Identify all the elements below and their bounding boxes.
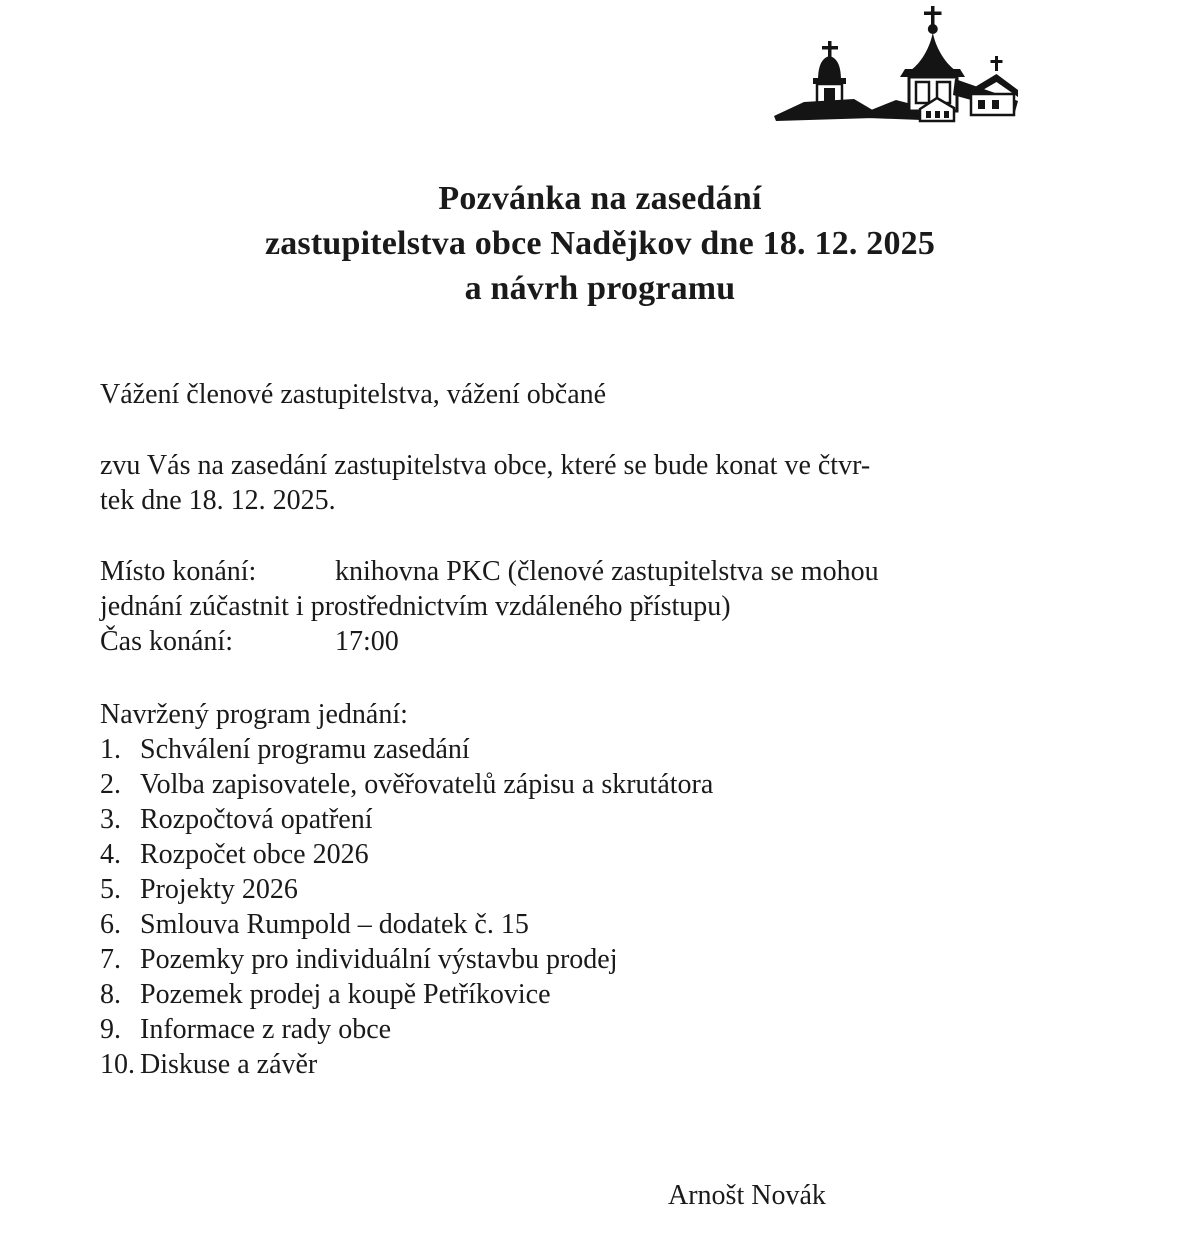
program-item-text: Projekty 2026 — [140, 874, 298, 905]
program-item — [100, 732, 1100, 767]
program-item-number: 5. — [100, 874, 121, 905]
program-item-number: 1. — [100, 734, 121, 765]
title-line-3: a návrh programu — [464, 270, 736, 307]
program-item — [100, 767, 1100, 802]
place-value-line-1: knihovna PKC (členové zastupitelstva se mohou — [335, 556, 879, 587]
invitation-paragraph — [100, 448, 1100, 518]
program-item-number: 10. — [100, 1049, 135, 1080]
program-item-text: Schválení programu zasedání — [140, 734, 470, 765]
program-item-text: Pozemky pro individuální výstavbu prodej — [140, 944, 618, 975]
program-item-text: Informace z rady obce — [140, 1014, 392, 1045]
document-title — [0, 176, 1200, 311]
meeting-time-row — [100, 624, 1100, 659]
program-heading: Navržený program jednání: — [100, 699, 408, 730]
time-value: 17:00 — [335, 626, 399, 657]
program-item-text: Smlouva Rumpold – dodatek č. 15 — [140, 909, 529, 940]
program-item-text: Pozemek prodej a koupě Petříkovice — [140, 979, 551, 1010]
program-item — [100, 802, 1100, 837]
title-line-1: Pozvánka na zasedání — [438, 180, 762, 217]
time-label: Čas konání: — [100, 626, 233, 657]
program-item — [100, 942, 1100, 977]
title-line-2: zastupitelstva obce Nadějkov dne 18. 12. 2025 — [264, 225, 936, 262]
program-item-text: Rozpočet obce 2026 — [140, 839, 369, 870]
program-item-number: 6. — [100, 909, 121, 940]
program-item-number: 9. — [100, 1014, 121, 1045]
document-header — [0, 0, 1200, 130]
program-item-text: Diskuse a závěr — [140, 1049, 318, 1080]
program-item — [100, 907, 1100, 942]
program-item — [100, 837, 1100, 872]
meeting-place-row — [100, 554, 1100, 589]
program-item-number: 2. — [100, 769, 121, 800]
program-item — [100, 872, 1100, 907]
program-item-text: Volba zapisovatele, ověřovatelů zápisu a skrutátora — [140, 769, 714, 800]
meeting-details — [100, 554, 1100, 659]
place-label: Místo konání: — [100, 556, 257, 587]
program-item-number: 4. — [100, 839, 121, 870]
document-body — [0, 377, 1200, 1213]
program-item — [100, 1047, 1100, 1082]
place-value-line-2: jednání zúčastnit i prostřednictvím vzdáleného přístupu) — [100, 591, 731, 622]
invitation-line-2: tek dne 18. 12. 2025. — [100, 485, 336, 516]
salutation-text: Vážení členové zastupitelstva, vážení občané — [100, 379, 607, 410]
program-item-number: 3. — [100, 804, 121, 835]
signature-name: Arnošt Novák — [668, 1180, 826, 1211]
program-item-number: 7. — [100, 944, 121, 975]
meeting-place-wrap-row — [100, 589, 1100, 624]
program-item — [100, 1012, 1100, 1047]
village-church-silhouette-icon — [768, 4, 1018, 126]
program-list — [100, 732, 1100, 1082]
program-item-number: 8. — [100, 979, 121, 1010]
program-item — [100, 977, 1100, 1012]
program-section — [100, 697, 1100, 1082]
program-item-text: Rozpočtová opatření — [140, 804, 373, 835]
invitation-line-1: zvu Vás na zasedání zastupitelstva obce, které se bude konat ve čtvr- — [100, 450, 871, 481]
